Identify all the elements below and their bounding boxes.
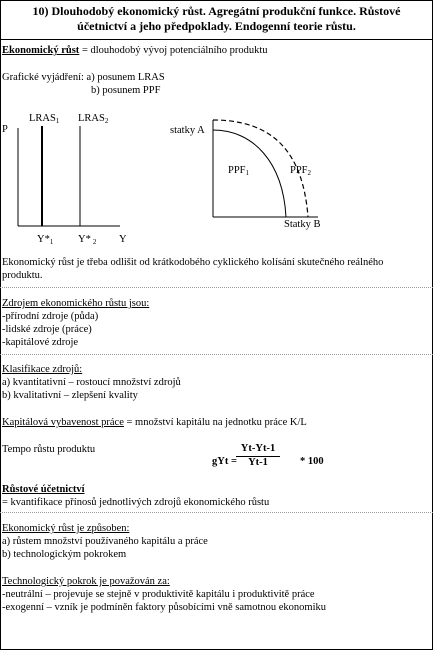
caused-heading: Ekonomický růst je způsoben: (2, 523, 130, 534)
class-heading: Klasifikace zdrojů: (2, 364, 83, 375)
ppf2-label: PPF2 (290, 165, 312, 177)
accounting-text: = kvantifikace přínosů jednotlivých zdrojů ekonomického růstu (2, 497, 270, 508)
separator (0, 354, 433, 355)
definition-text: = dlouhodobý vývoj potenciálního produktu (79, 45, 268, 56)
graph-intro-b: b) posunem PPF (91, 85, 161, 96)
definition-term: Ekonomický růst (2, 45, 80, 56)
tech-item: -neutrální – projevuje se stejně v produktivitě kapitálu i produktivitě práce (2, 589, 315, 600)
cycle-line-2: produktu. (2, 270, 43, 281)
lras-axis-p-label: P (2, 124, 8, 135)
tech-item: -exogenní – vzník je podmíněn faktory působícími vně samotnou ekonomiku (2, 602, 326, 613)
definition-line (2, 44, 268, 57)
accounting-heading: Růstové účetnictví (2, 484, 85, 495)
y2-label: Y* 2 (78, 234, 97, 246)
lras2-label: LRAS2 (78, 113, 109, 125)
formula-denominator: Yt-1 (236, 456, 280, 468)
cycle-line-1: Ekonomický růst je třeba odlišit od krátkodobého cyklického kolísání skutečného reálného (2, 257, 384, 268)
lras-axis-y-label: Y (119, 234, 127, 245)
y1-label: Y*1 (37, 234, 54, 246)
separator (0, 512, 433, 513)
formula-lhs: gYt = (212, 456, 237, 467)
ppf-axis-a-label: statky A (170, 125, 205, 136)
source-item: -přírodní zdroje (půda) (2, 311, 99, 322)
class-item: b) kvalitativní – zlepšení kvality (2, 390, 138, 401)
formula-multiplier: * 100 (300, 456, 324, 467)
lras-graph (0, 108, 140, 248)
capital-line (2, 416, 307, 429)
capital-term: Kapitálová vybavenost práce (2, 417, 124, 428)
tempo-label: Tempo růstu produktu (2, 444, 96, 455)
title-line-2: účetnictví a jeho předpoklady. Endogenní teorie růstu. (77, 19, 356, 33)
tech-heading: Technologický pokrok je považován za: (2, 576, 170, 587)
capital-text: = množství kapitálu na jednotku práce K/L (123, 417, 307, 428)
ppf1-label: PPF1 (228, 165, 250, 177)
caused-item: b) technologickým pokrokem (2, 549, 127, 560)
source-item: -lidské zdroje (práce) (2, 324, 92, 335)
class-item: a) kvantitativní – rostoucí množství zdrojů (2, 377, 181, 388)
title-box (0, 0, 433, 40)
caused-item: a) růstem množství používaného kapitálu a práce (2, 536, 208, 547)
title-line-1: 10) Dlouhodobý ekonomický růst. Agregátní produkční funkce. Růstové (32, 4, 401, 18)
sources-heading: Zdrojem ekonomického růstu jsou: (2, 298, 150, 309)
lras1-label: LRAS1 (29, 113, 60, 125)
ppf-axis-b-label: Statky B (284, 219, 321, 230)
ppf1-curve (213, 130, 286, 217)
ppf-graph (168, 112, 368, 232)
separator (0, 287, 433, 288)
source-item: -kapitálové zdroje (2, 337, 79, 348)
formula-numerator: Yt-Yt-1 (240, 443, 276, 454)
graph-intro-a: Grafické vyjádření: a) posunem LRAS (2, 72, 165, 83)
